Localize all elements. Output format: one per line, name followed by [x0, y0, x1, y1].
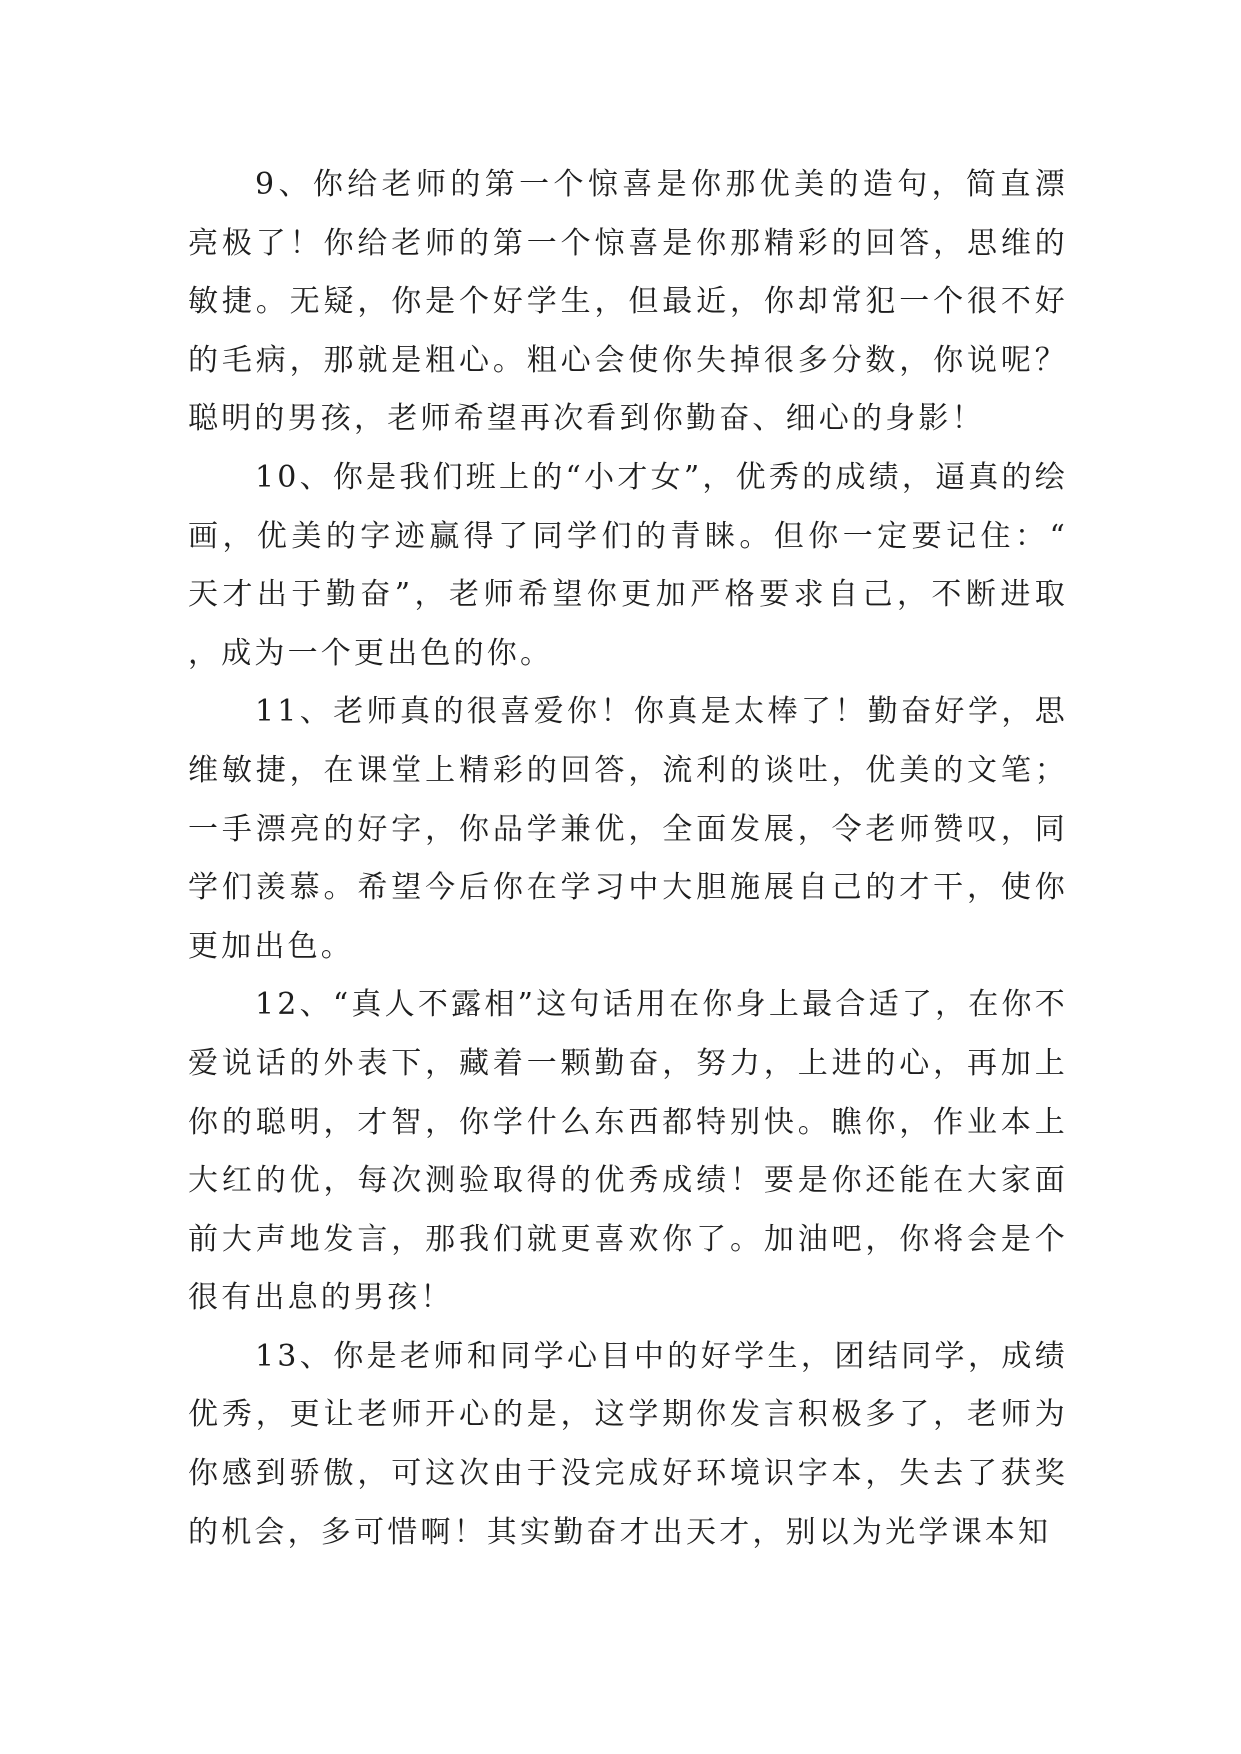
paragraph-11: 11、老师真的很喜爱你！你真是太棒了！勤奋好学，思维敏捷，在课堂上精彩的回答，流利的谈吐，优美的文笔；一手漂亮的好字，你品学兼优，全面发展，令老师赞叹，同学们羡慕。希望今后你在学习中大胆施展自己的才干，使你更加出色。 — [188, 694, 1068, 964]
document-body — [188, 156, 1068, 1562]
paragraph-13: 13、你是老师和同学心目中的好学生，团结同学，成绩优秀，更让老师开心的是，这学期你发言积极多了，老师为你感到骄傲，可这次由于没完成好环境识字本，失去了获奖的机会，多可惜啊！其实勤奋才出天才，别以为光学课本知 — [188, 1338, 1068, 1550]
paragraph-10: 10、你是我们班上的“小才女”，优秀的成绩，逼真的绘画，优美的字迹赢得了同学们的青睐。但你一定要记住：“天才出于勤奋”，老师希望你更加严格要求自己，不断进取，成为一个更出色的你。 — [188, 459, 1068, 671]
paragraph-9: 9、你给老师的第一个惊喜是你那优美的造句，简直漂亮极了！你给老师的第一个惊喜是你那精彩的回答，思维的敏捷。无疑，你是个好学生，但最近，你却常犯一个很不好的毛病，那就是粗心。粗心会使你失掉很多分数，你说呢？聪明的男孩，老师希望再次看到你勤奋、细心的身影！ — [188, 167, 1068, 437]
paragraph-12: 12、“真人不露相”这句话用在你身上最合适了，在你不爱说话的外表下，藏着一颗勤奋，努力，上进的心，再加上你的聪明，才智，你学什么东西都特别快。瞧你，作业本上大红的优，每次测验取得的优秀成绩！要是你还能在大家面前大声地发言，那我们就更喜欢你了。加油吧，你将会是个很有出息的男孩！ — [188, 987, 1068, 1316]
